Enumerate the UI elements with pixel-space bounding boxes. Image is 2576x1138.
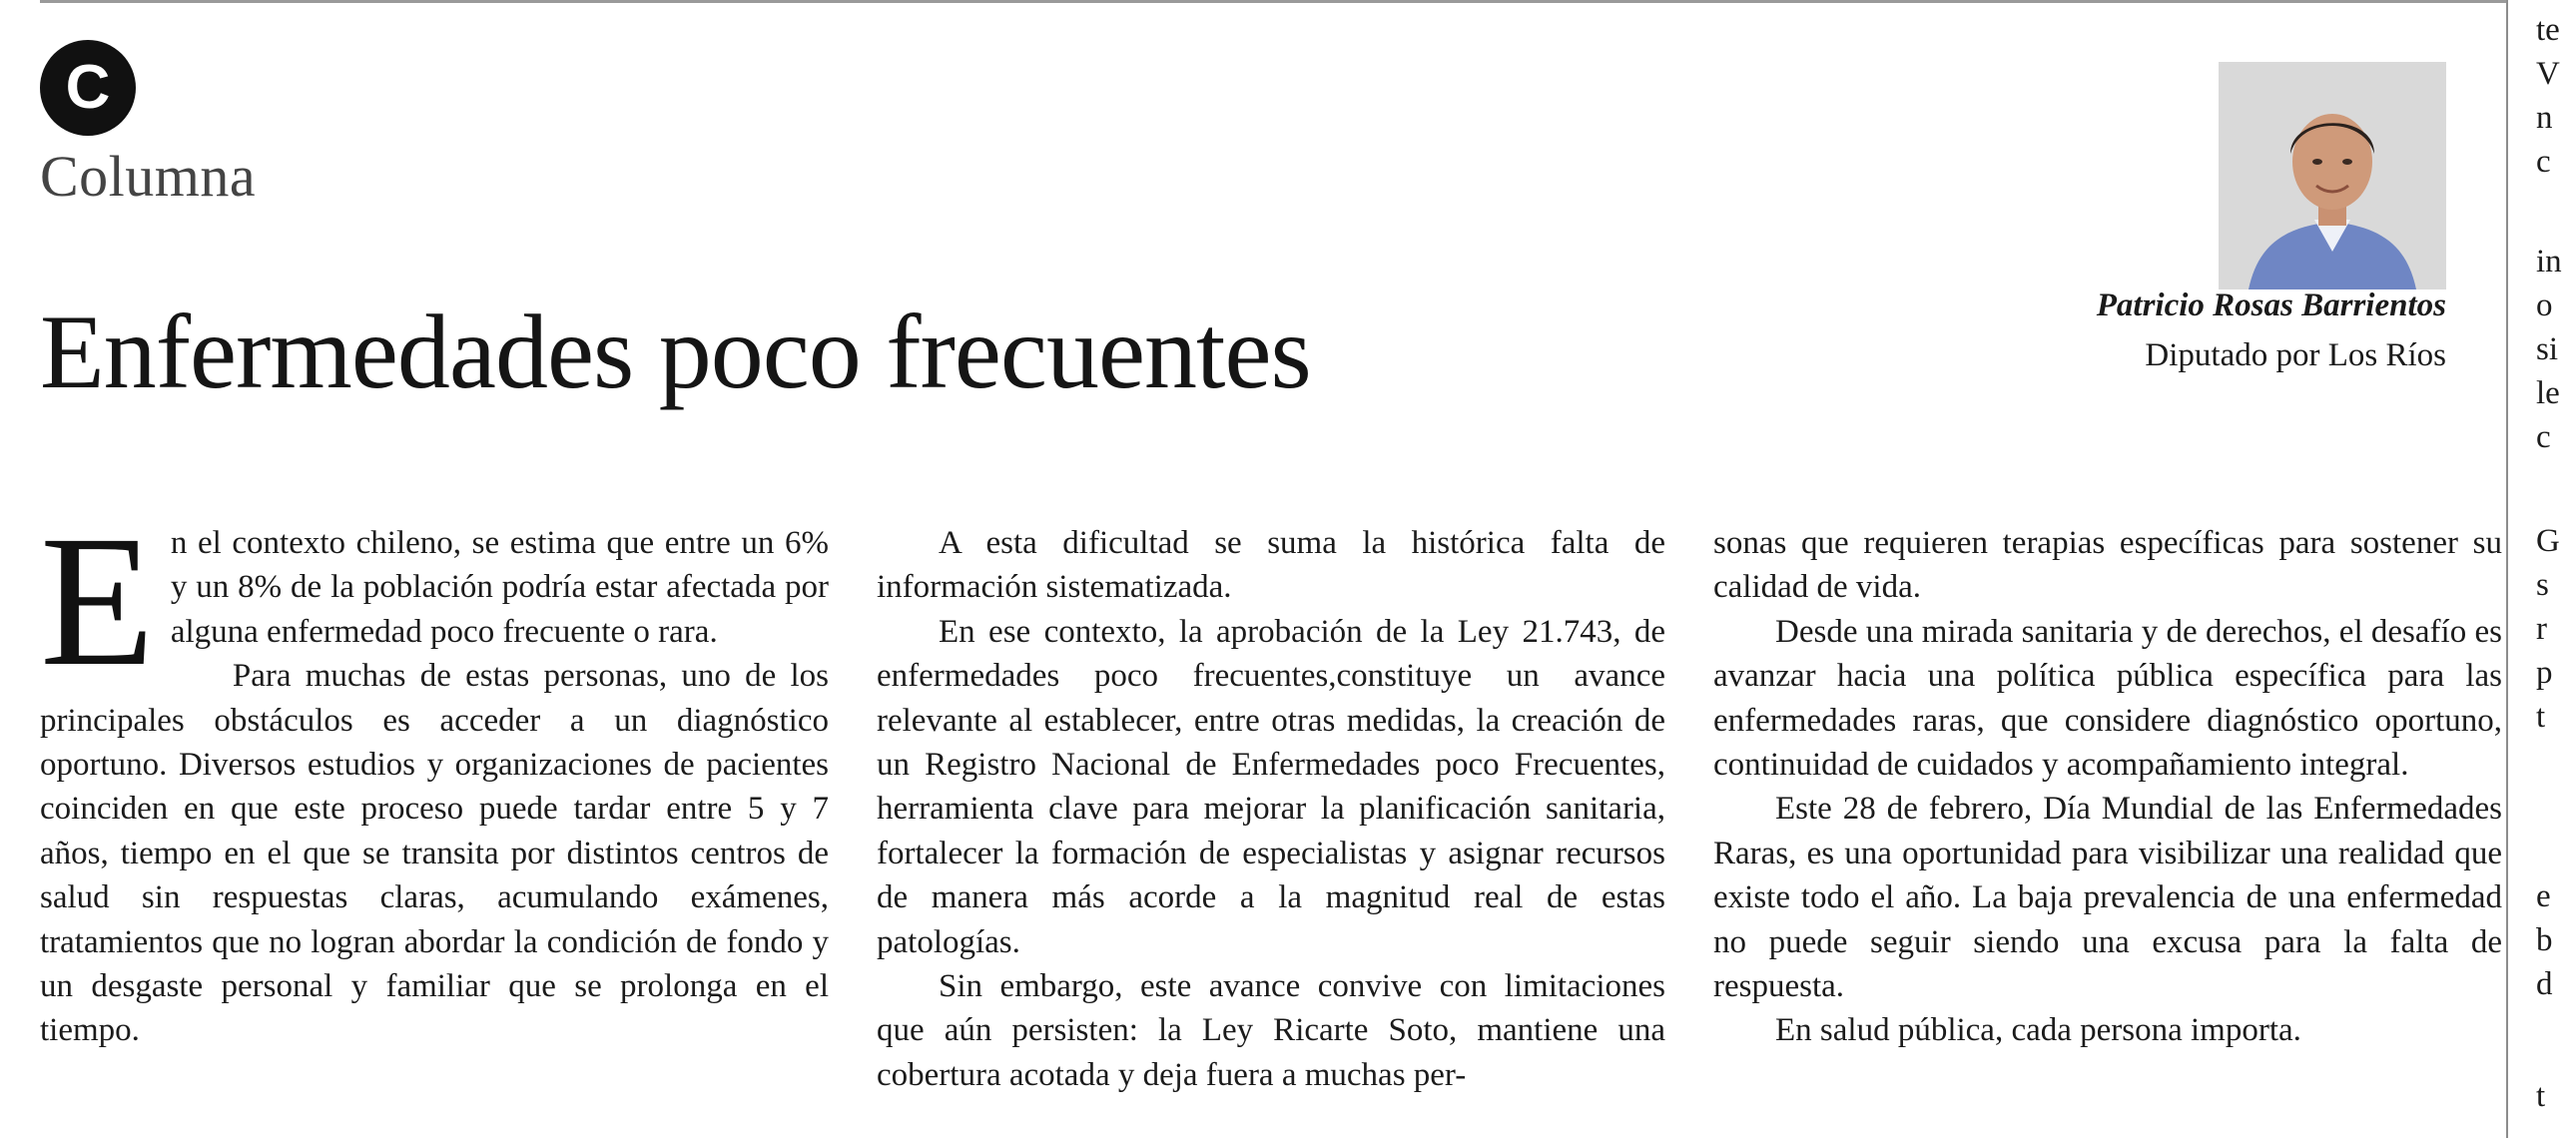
- author-photo-icon: [2219, 62, 2446, 289]
- paragraph: Este 28 de febrero, Día Mundial de las Enfermedades Raras, es una oportunidad para visibilizar una realidad que existe todo el año. La baja prevalencia de una enfermedad no puede seguir siendo una excusa para la falta de respuesta.: [1713, 791, 2502, 1005]
- fragment-text: t: [2536, 699, 2546, 735]
- column-divider: [2506, 0, 2508, 1138]
- author-avatar: [2219, 62, 2446, 289]
- fragment-text: le: [2536, 375, 2560, 411]
- drop-cap: E: [40, 496, 155, 705]
- fragment-text: V: [2536, 56, 2560, 92]
- paragraph: En salud pública, cada persona importa.: [1775, 1012, 2301, 1049]
- article-column-1: [40, 496, 829, 1053]
- top-rule: [40, 0, 2506, 3]
- fragment-text: si: [2536, 331, 2559, 367]
- article-column-3: [1713, 521, 2502, 1053]
- fragment-text: e: [2536, 878, 2551, 914]
- section-name: Columna: [40, 144, 257, 209]
- paragraph: En ese contexto, la aprobación de la Ley 21.743, de enfermedades poco frecuentes,constituye un avance relevante al establecer, entre otras medidas, la creación de un Registro Nacional de Enfermedades poco Frecuentes, herramienta clave para mejorar la planificación sanitaria, fortalecer la formación de especialistas y asignar recursos de manera más acorde a la magnitud real de estas patologías.: [877, 613, 1665, 960]
- article-column-2: [877, 521, 1665, 1097]
- headline: Enfermedades poco frecuentes: [40, 293, 1311, 410]
- fragment-text: c: [2536, 144, 2551, 180]
- fragment-text: te: [2536, 12, 2560, 48]
- fragment-text: G: [2536, 523, 2560, 559]
- fragment-text: r: [2536, 611, 2547, 647]
- fragment-text: in: [2536, 244, 2562, 280]
- fragment-text: o: [2536, 287, 2553, 323]
- fragment-text: c: [2536, 419, 2551, 455]
- author-name: Patricio Rosas Barrientos: [2096, 287, 2446, 323]
- fragment-text: p: [2536, 655, 2553, 691]
- section-badge: C: [40, 40, 136, 136]
- paragraph: sonas que requieren terapias específicas para sostener su calidad de vida.: [1713, 525, 2502, 606]
- fragment-text: n: [2536, 100, 2553, 136]
- paragraph: Desde una mirada sanitaria y de derechos, el desafío es avanzar hacia una política pública específica para las enfermedades raras, que considere diagnóstico oportuno, continuidad de cuidados y acompañamiento integral.: [1713, 613, 2502, 784]
- paragraph: A esta dificultad se suma la histórica falta de información sistematizada.: [877, 525, 1665, 606]
- paragraph: Sin embargo, este avance convive con limitaciones que aún persisten: la Ley Ricarte Soto, mantiene una cobertura acotada y deja fuera a muchas per-: [877, 968, 1665, 1093]
- paragraph: n el contexto chileno, se estima que entre un 6% y un 8% de la población podría estar afectada por alguna enfermedad poco frecuente o rara.: [170, 525, 829, 650]
- author-role: Diputado por Los Ríos: [2145, 337, 2446, 373]
- fragment-text: s: [2536, 567, 2549, 603]
- paragraph: Para muchas de estas personas, uno de los principales obstáculos es acceder a un diagnóstico oportuno. Diversos estudios y organizaciones de pacientes coinciden en que este proceso puede tardar entre 5 y 7 años, tiempo en el que se transita por distintos centros de salud sin respuestas claras, acumulando exámenes, tratamientos que no logran abordar la condición de fondo y un desgaste personal y familiar que se prolonga en el tiempo.: [40, 658, 829, 1049]
- fragment-text: b: [2536, 922, 2553, 958]
- fragment-text: t: [2536, 1078, 2546, 1114]
- adjacent-article-fragment: [2536, 0, 2576, 1138]
- fragment-text: d: [2536, 966, 2553, 1002]
